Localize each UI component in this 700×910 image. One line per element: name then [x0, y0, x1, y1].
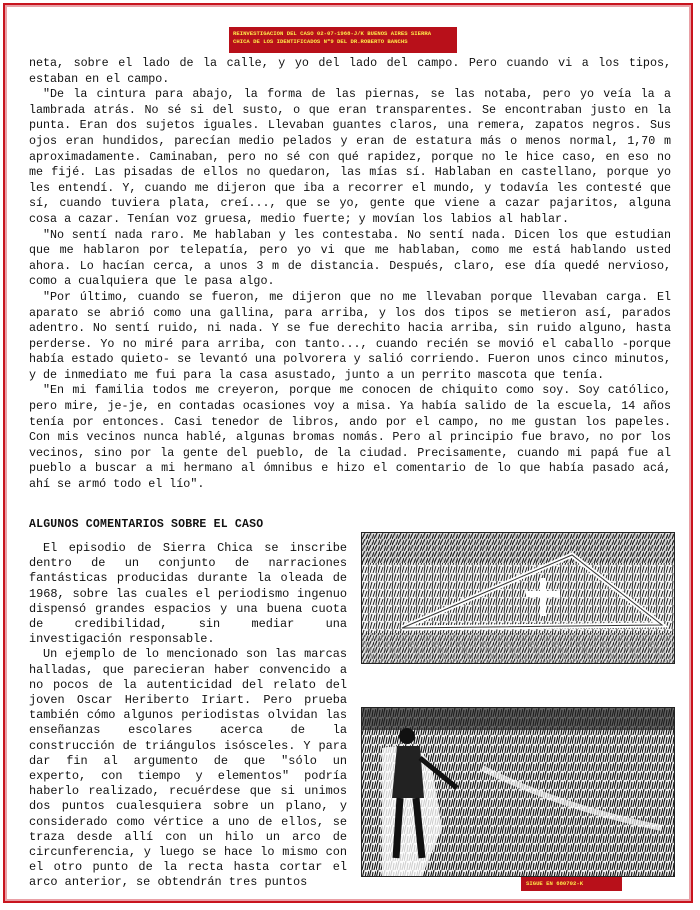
paragraph: El episodio de Sierra Chica se inscribe dentro de un conjunto de narraciones fantásticas producidas durante la oleada de 1968, sobre las cuales el periodismo ingenuo dispensó grandes espacios y una buena cuota de credibilidad, sin mediar una investigación responsable. [29, 541, 347, 647]
paragraph: "En mi familia todos me creyeron, porque me conocen de chiquito como soy. Soy católico, pero mire, je-je, en contadas ocasiones voy a misa. Ya había salido de la escuela, 14 años tenía por entonces. Casi tenedor de libros, ando por el campo, no me gustan los papeles. Con mis vecinos nunca hablé, algunas bromas nomás. Pero al principio fue bravo, no por los vecinos, sino por la gente del pueblo, de la ciudad. Precisamente, cuando mi papá fue al pueblo a buscar a mi hermano al ómnibus e hizo el comentario de lo que había pasado acá, ahí se armó todo el lío". [29, 383, 671, 492]
paragraph: "De la cintura para abajo, la forma de las piernas, se las notaba, pero yo veía la a lambrada atrás. No sé si del susto, o que eran transparentes. Se encontraban justo en la punta. Eran dos sujetos iguales. Llevaban guantes claros, una remera, zapatos negros. Sus ojos eran hundidos, parecían medio pelados y eran de estatura más o menos normal, 1,70 m aproximadamente. Caminaban, pero no sé con qué rapidez, porque no le hice caso, en eso no me fijé. Las pisadas de ellos no quedaron, las mías sí. Hablaban en castellano, porque yo les entendí. Y, cuando me dijeron que iba a recorrer el mundo, y todavía les contesté que sí, cuando tuviera plata, creí..., que se yo, gente que viene a cazar pajaritos, alguna cosa a cazar. Tenían voz gruesa, medio fuerte; y movían los labios al hablar. [29, 87, 671, 226]
photo-triangle-marks [361, 532, 675, 664]
paragraph: "No sentí nada raro. Me hablaban y les contestaba. No sentí nada. Dicen los que estudian que me hablaron por telepatía, pero yo vi que me hablaban, como me está hablando usted ahora. Lo hacían cerca, a unos 3 m de distancia. Después, claro, ese día quedé nervioso, como a cualquiera que le pasa algo. [29, 227, 671, 289]
header-line-2: CHICA DE LOS IDENTIFICADOS Nº9 DEL DR.ROBERTO BANCHS [233, 38, 408, 45]
continued-banner: SIGUE EN 680702-K [521, 877, 622, 891]
section-title: ALGUNOS COMENTARIOS SOBRE EL CASO [29, 518, 264, 531]
photo-investigator-field [361, 707, 675, 877]
paragraph: Un ejemplo de lo mencionado son las marcas halladas, que parecieran haber convencido a no pocos de la autenticidad del relato del joven Oscar Heriberto Iriart. Pero prueba también cómo algunos periodistas olvidan las enseñanzas escolares acerca de la construcción de triángulos isósceles. Y para dar fin al argumento de que "sólo un experto, con tiempo y elementos" podría haberlo realizado, recuérdese que si unimos dos puntos cualesquiera sobre un plano, y considerado como vértice a uno de ellos, se traza desde allí con un hilo un arco de circunferencia, y luego se hace lo mismo con el otro punto de la recta hasta cortar el arco anterior, se obtendrán tres puntos [29, 647, 347, 890]
testimony-text [29, 56, 671, 493]
header-banner [229, 27, 457, 53]
header-line-1: REINVESTIGACION DEL CASO 02-07-1968-J/K BUENOS AIRES SIERRA [233, 30, 432, 37]
paragraph: "Por último, cuando se fueron, me dijeron que no me llevaban porque llevaban carga. El aparato se abrió como una gallina, para arriba, y los dos tipos se metieron así, parados adentro. No sentí ruido, ni nada. Y se fue derechito hacia arriba, sin ruido alguno, hasta perderse. Yo no miré para arriba, con tanto..., cuando recién se movió el caballo -porque había estado quieto- se levantó una polvorera y salió corriendo. Fueron unos cinco minutos, y de inmediato me fui para la casa asustado, junto a un perrito mascota que tenía. [29, 289, 671, 382]
comments-column [29, 541, 347, 891]
paragraph: neta, sobre el lado de la calle, y yo del lado del campo. Pero cuando vi a los tipos, estaban en el campo. [29, 56, 671, 86]
